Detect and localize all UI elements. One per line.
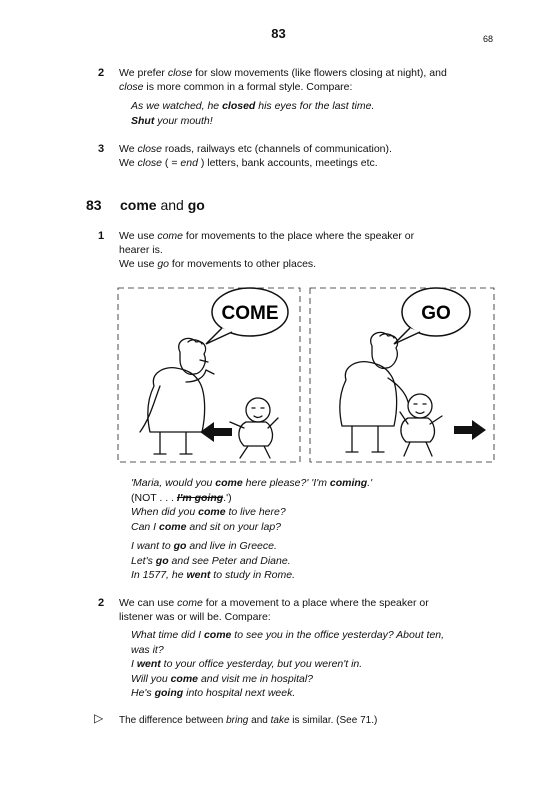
come-speech-bubble (206, 288, 288, 344)
item-number: 2 (98, 67, 105, 79)
section-title: come and go (120, 197, 205, 213)
arrow-right-icon (454, 420, 486, 440)
example-block: I want to go and live in Greece. Let's go and see Peter and Diane. In 1577, he went to study in Rome. (131, 540, 296, 581)
paragraph: We use come for movements to the place where the speaker or hearer is. We use go for movements to other places. (119, 230, 415, 270)
svg-text:GO: GO (421, 303, 451, 324)
svg-text:COME: COME (221, 303, 279, 324)
example-block: What time did I come to see you in the office yesterday? About ten, was it? I went to your office yesterday, but you weren't in. Will you come and visit me in hospital? He's going into hospital next week. (131, 629, 445, 699)
paragraph: We can use come for a movement to a place where the speaker or listener was or will be. Compare: (119, 597, 429, 623)
child-figure-right (400, 394, 442, 456)
example-block: 'Maria, would you come here please?' 'I'm coming.' (NOT . . . I'm going.') When did you come to live here? Can I come and sit on your lap? (131, 477, 373, 533)
woman-figure-right (340, 332, 408, 452)
item-number: 2 (98, 597, 105, 609)
come-go-illustration (110, 282, 502, 468)
section-number: 83 (86, 197, 102, 213)
page-title: 83 (271, 26, 286, 41)
footnote: The difference between bring and take is similar. (See 71.) (119, 715, 378, 726)
paragraph: We close roads, railways etc (channels of communication). We close ( = end ) letters, bank accounts, meetings etc. (119, 143, 392, 169)
go-speech-bubble (394, 288, 470, 344)
child-figure-left (230, 398, 278, 458)
example-block: As we watched, he closed his eyes for the last time. Shut your mouth! (131, 100, 375, 127)
item-number: 3 (98, 143, 105, 155)
cross-reference-icon: ▷ (94, 711, 104, 725)
page-number: 68 (482, 34, 493, 44)
woman-figure-left (140, 338, 214, 454)
arrow-left-icon (200, 422, 232, 442)
item-number: 1 (98, 230, 105, 242)
paragraph: We prefer close for slow movements (like flowers closing at night), and close is more common in a formal style. Compare: (119, 67, 447, 93)
